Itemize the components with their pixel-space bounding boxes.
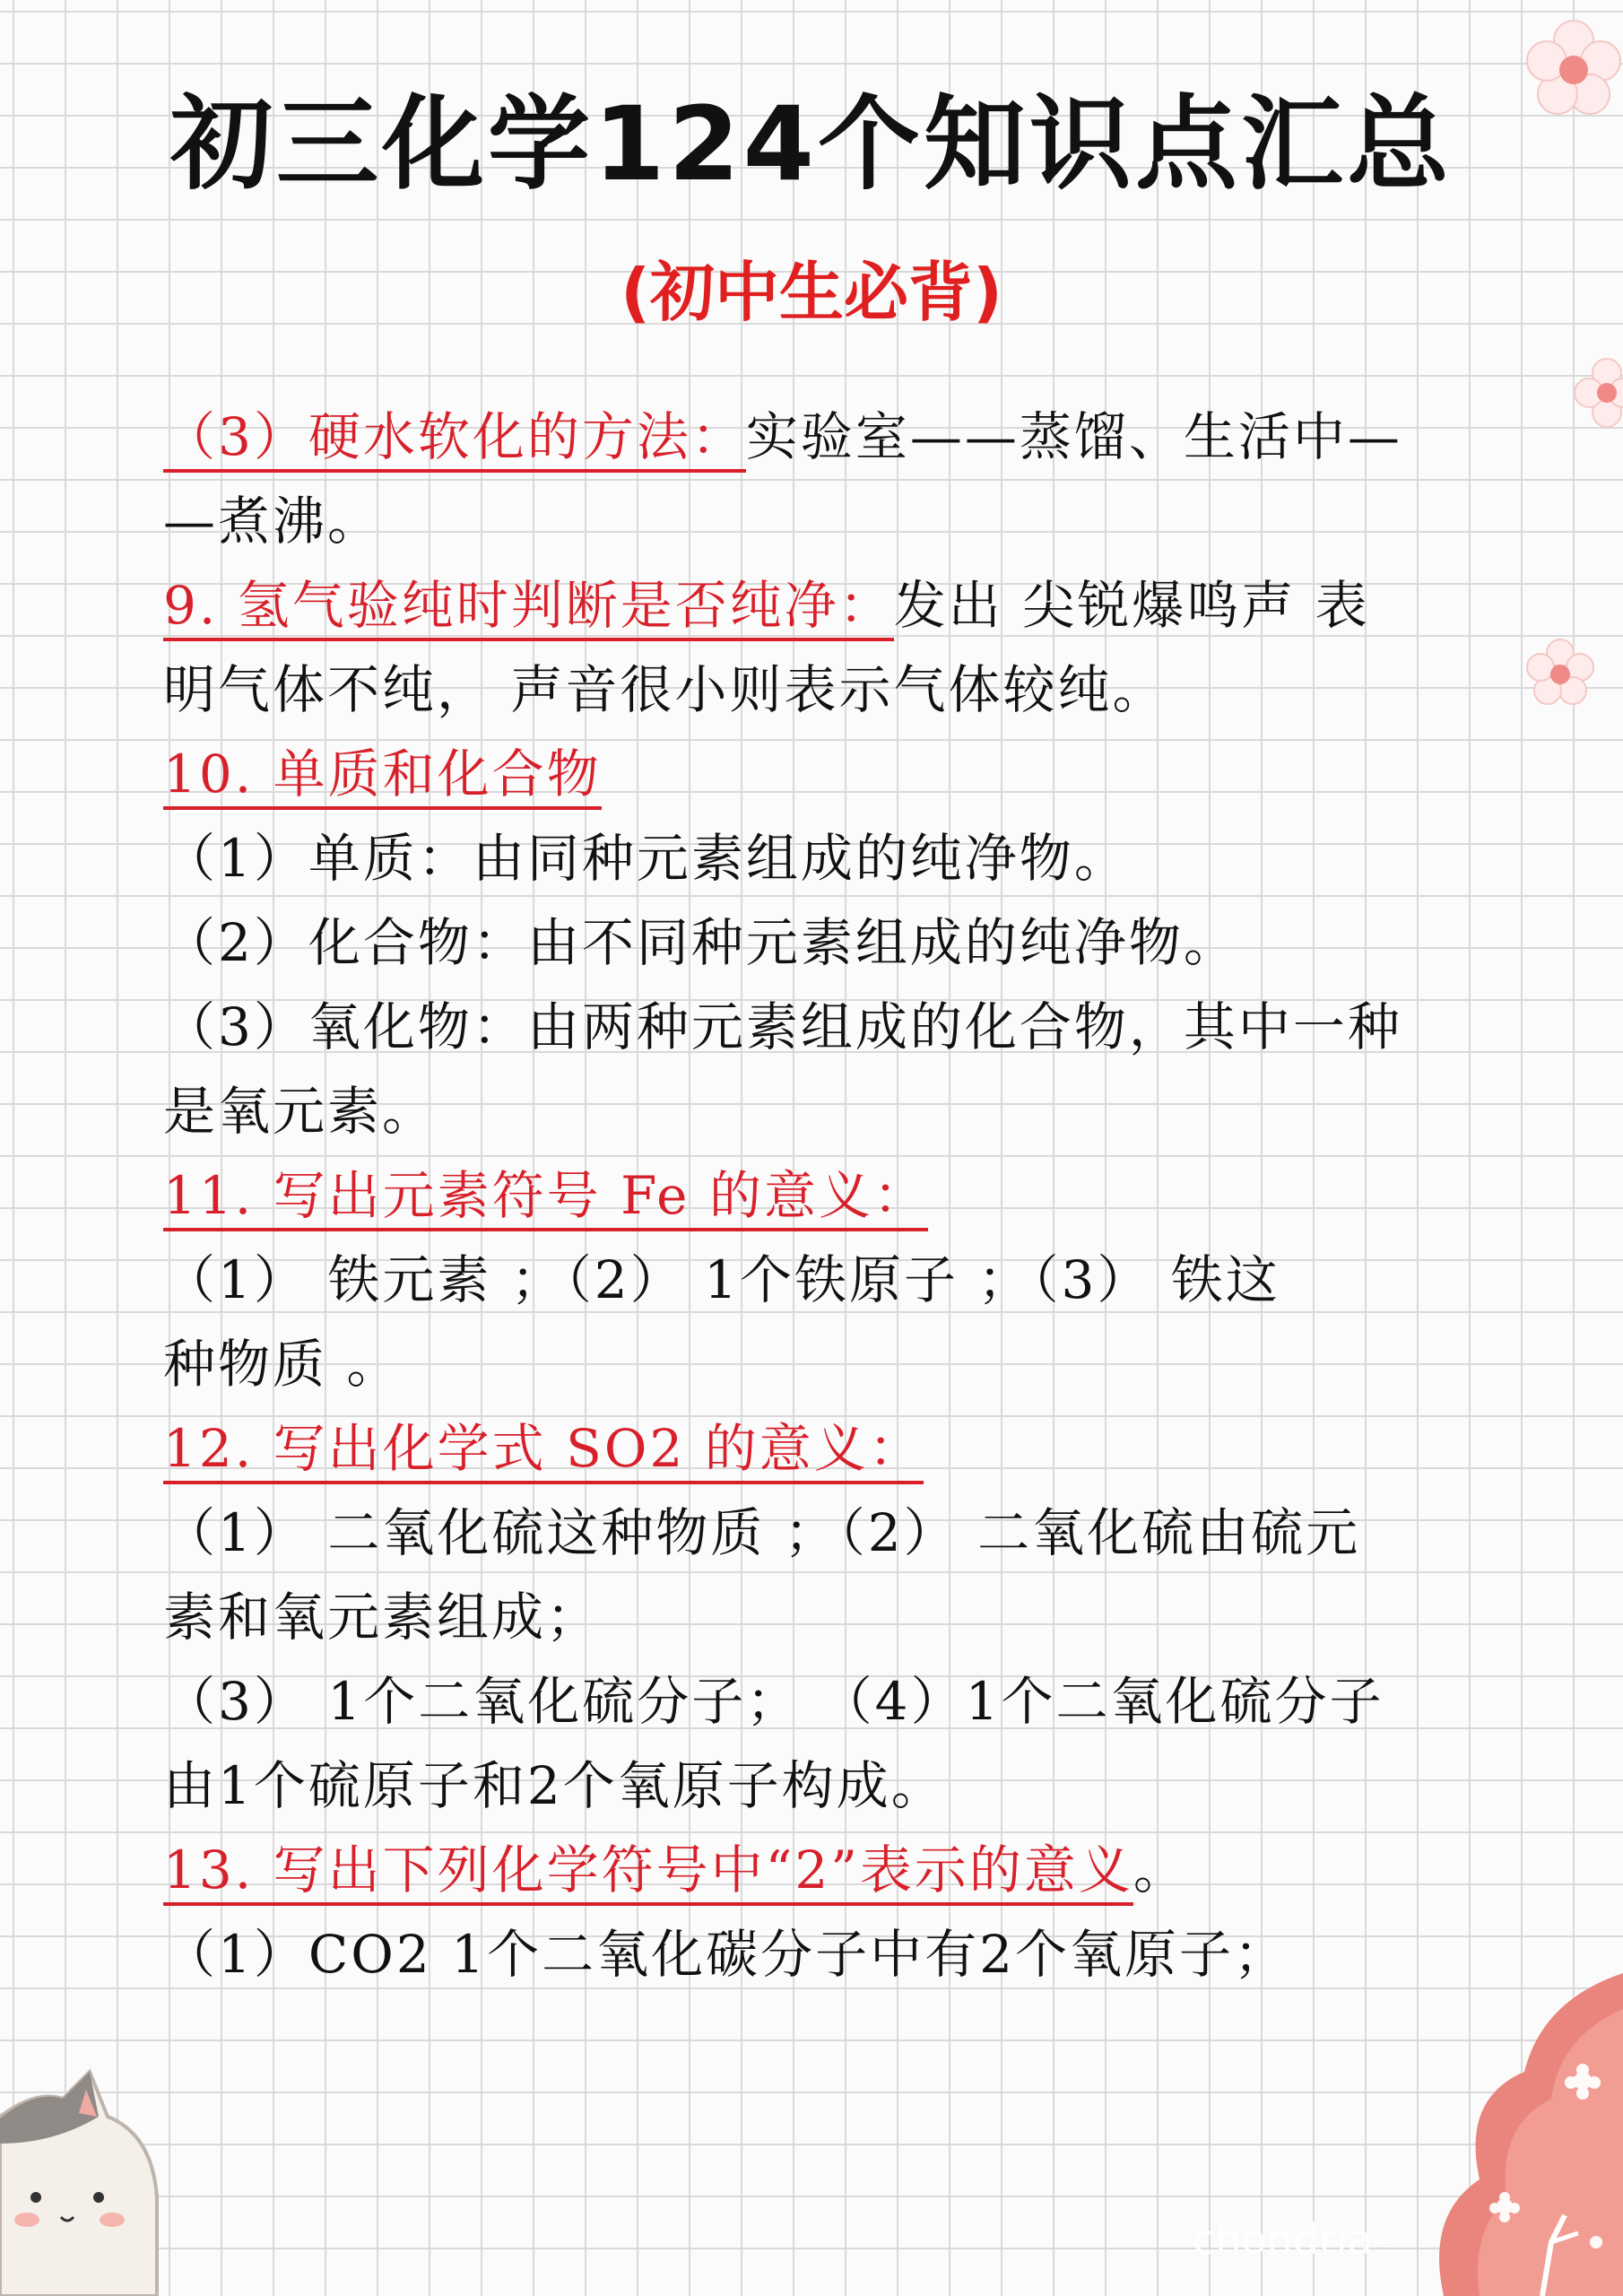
section-heading: 9. 氢气验纯时判断是否纯净： (163, 575, 894, 641)
page-subtitle: (初中生必背) (621, 255, 1002, 330)
list-item: （3）氧化物：由两种元素组成的化合物，其中一种 (163, 996, 1402, 1057)
body-text: 实验室——蒸馏、生活中— (745, 406, 1402, 467)
body-text: —煮沸。 (163, 491, 383, 552)
section-line (163, 1153, 1508, 1238)
body-text: 素和氧元素组成； (163, 1587, 602, 1648)
section-heading: 12. 写出化学式 SO2 的意义： (163, 1418, 924, 1484)
section-heading: 10. 单质和化合物 (163, 744, 602, 810)
tree-illustration (1408, 1973, 1623, 2296)
section-line (163, 732, 1508, 816)
body-text: 种物质 。 (163, 1334, 402, 1395)
body-text: （1） 铁元素 ；（2） 1个铁原子 ；（3） 铁这 (163, 1249, 1280, 1310)
body-text: 。 (1133, 1839, 1188, 1900)
section-line (163, 1406, 1508, 1491)
content-body (163, 395, 1508, 1996)
section-heading: （3）硬水软化的方法： (163, 406, 746, 473)
body-text: （1）CO2 1个二氧化碳分子中有2个氧原子； (163, 1924, 1289, 1985)
flower-icon (1524, 637, 1596, 709)
body-text: （3） 1个二氧化硫分子； （4）1个二氧化硫分子 (163, 1671, 1384, 1732)
body-text: （1） 二氧化硫这种物质 ；（2） 二氧化硫由硫元 (163, 1502, 1361, 1563)
section-line (163, 563, 1508, 648)
flower-icon (1571, 357, 1623, 429)
section-line (163, 1828, 1508, 1912)
section-line (163, 395, 1508, 479)
body-text: 由1个硫原子和2个氧原子构成。 (163, 1755, 946, 1816)
list-item: 是氧元素。 (163, 1081, 438, 1142)
watermark: chondria- (1193, 2215, 1388, 2264)
list-item: （1）单质：由同种元素组成的纯净物。 (163, 828, 1129, 889)
page-title: 初三化学124个知识点汇总 (170, 84, 1453, 204)
list-item: （2）化合物：由不同种元素组成的纯净物。 (163, 912, 1238, 973)
section-heading: 11. 写出元素符号 Fe 的意义： (163, 1165, 928, 1231)
section-heading: 13. 写出下列化学符号中“2”表示的意义 (163, 1839, 1133, 1906)
body-text: 发出 尖锐爆鸣声 表 (893, 575, 1370, 636)
body-text: 明气体不纯， 声音很小则表示气体较纯。 (163, 659, 1167, 720)
cat-illustration (0, 2063, 179, 2296)
